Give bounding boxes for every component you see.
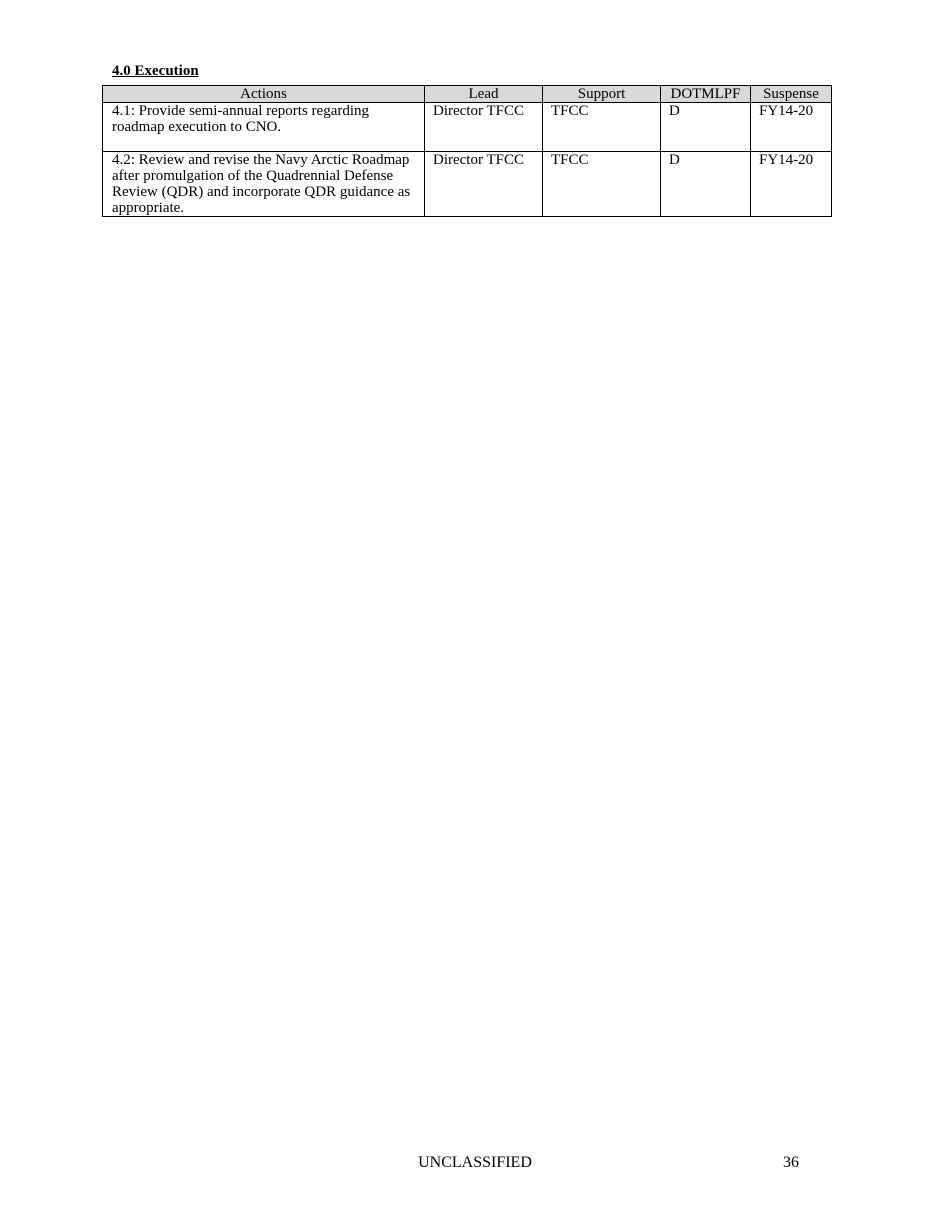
column-header-dotmlpf: DOTMLPF [661, 86, 751, 103]
dotmlpf-cell: D [661, 152, 751, 217]
classification-marking: UNCLASSIFIED [418, 1154, 532, 1171]
page-number: 36 [783, 1154, 799, 1171]
support-cell: TFCC [543, 152, 661, 217]
lead-cell: Director TFCC [425, 152, 543, 217]
lead-cell: Director TFCC [425, 103, 543, 152]
table-row [103, 152, 832, 217]
execution-actions-table [102, 85, 832, 217]
column-header-suspense: Suspense [751, 86, 832, 103]
action-cell: 4.1: Provide semi-annual reports regarding roadmap execution to CNO. [103, 103, 425, 152]
support-cell: TFCC [543, 103, 661, 152]
table-header-row [103, 86, 832, 103]
suspense-cell: FY14-20 [751, 152, 832, 217]
column-header-lead: Lead [425, 86, 543, 103]
action-cell: 4.2: Review and revise the Navy Arctic Roadmap after promulgation of the Quadrennial Defense Review (QDR) and incorporate QDR guidance as appropriate. [103, 152, 425, 217]
suspense-cell: FY14-20 [751, 103, 832, 152]
column-header-actions: Actions [103, 86, 425, 103]
dotmlpf-cell: D [661, 103, 751, 152]
column-header-support: Support [543, 86, 661, 103]
table-row [103, 103, 832, 152]
section-heading: 4.0 Execution [112, 63, 199, 79]
